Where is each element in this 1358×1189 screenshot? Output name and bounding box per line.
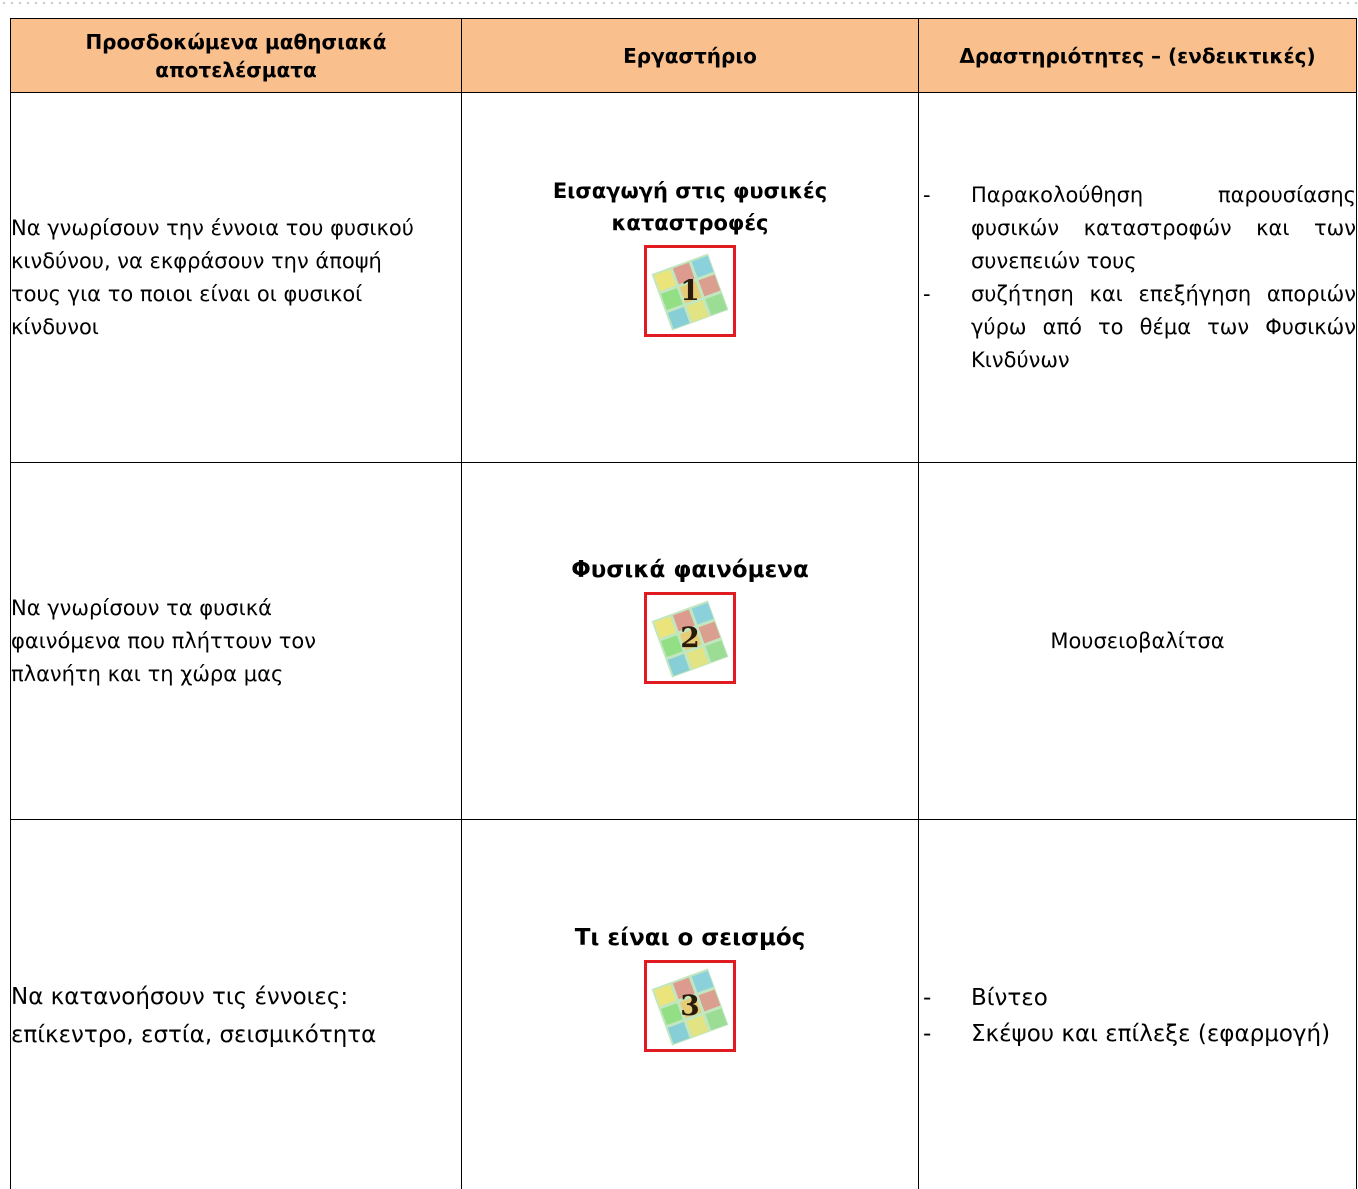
workshop-number: 1	[680, 273, 700, 307]
workshop-cell	[462, 820, 919, 1189]
activities-cell	[919, 820, 1357, 1189]
header-row	[11, 19, 1357, 93]
header-outcomes: Προσδοκώμενα μαθησιακά αποτελέσματα	[11, 19, 462, 93]
list-item: - Παρακολούθηση παρουσίασης φυσικών καταστροφών και των συνεπειών τους	[919, 179, 1356, 278]
header-activities: Δραστηριότητες – (ενδεικτικές)	[919, 19, 1357, 93]
workshop-link-icon[interactable]	[644, 592, 736, 684]
activities-list	[919, 179, 1356, 377]
table-row	[11, 820, 1357, 1189]
list-item: - συζήτηση και επεξήγηση αποριών γύρω από το θέμα των Φυσικών Κινδύνων	[919, 278, 1356, 377]
workshop-link-icon[interactable]	[644, 245, 736, 337]
workshop-title[interactable]: Τι είναι ο σεισμός	[574, 925, 806, 952]
learning-outcomes-table	[10, 18, 1357, 1189]
workshop-title[interactable]: Εισαγωγή στις φυσικές καταστροφές	[552, 178, 828, 235]
workshop-link-icon[interactable]	[644, 960, 736, 1052]
outcome-cell: Να κατανοήσουν τις έννοιες: επίκεντρο, εστία, σεισμικότητα	[11, 820, 462, 1189]
list-item: - Σκέψου και επίλεξε (εφαρμογή)	[919, 1016, 1356, 1052]
header-workshop: Εργαστήριο	[462, 19, 919, 93]
activities-cell	[919, 93, 1357, 463]
workshop-number: 2	[680, 621, 700, 654]
activities-cell: Μουσειοβαλίτσα	[919, 463, 1357, 820]
workshop-cell	[462, 93, 919, 463]
workshop-number: 3	[680, 989, 700, 1023]
table-row	[11, 463, 1357, 820]
activities-list	[919, 980, 1356, 1052]
table-row	[11, 93, 1357, 463]
list-item: - Βίντεο	[919, 980, 1356, 1016]
page-dotted-border	[0, 0, 1358, 6]
workshop-title[interactable]: Φυσικά φαινόμενα	[571, 557, 809, 583]
workshop-cell	[462, 463, 919, 820]
outcome-cell: Να γνωρίσουν τα φυσικά φαινόμενα που πλήττουν τον πλανήτη και τη χώρα μας	[11, 463, 462, 820]
outcome-cell: Να γνωρίσουν την έννοια του φυσικού κινδύνου, να εκφράσουν την άποψή τους για το ποιοι είναι οι φυσικοί κίνδυνοι	[11, 93, 462, 463]
